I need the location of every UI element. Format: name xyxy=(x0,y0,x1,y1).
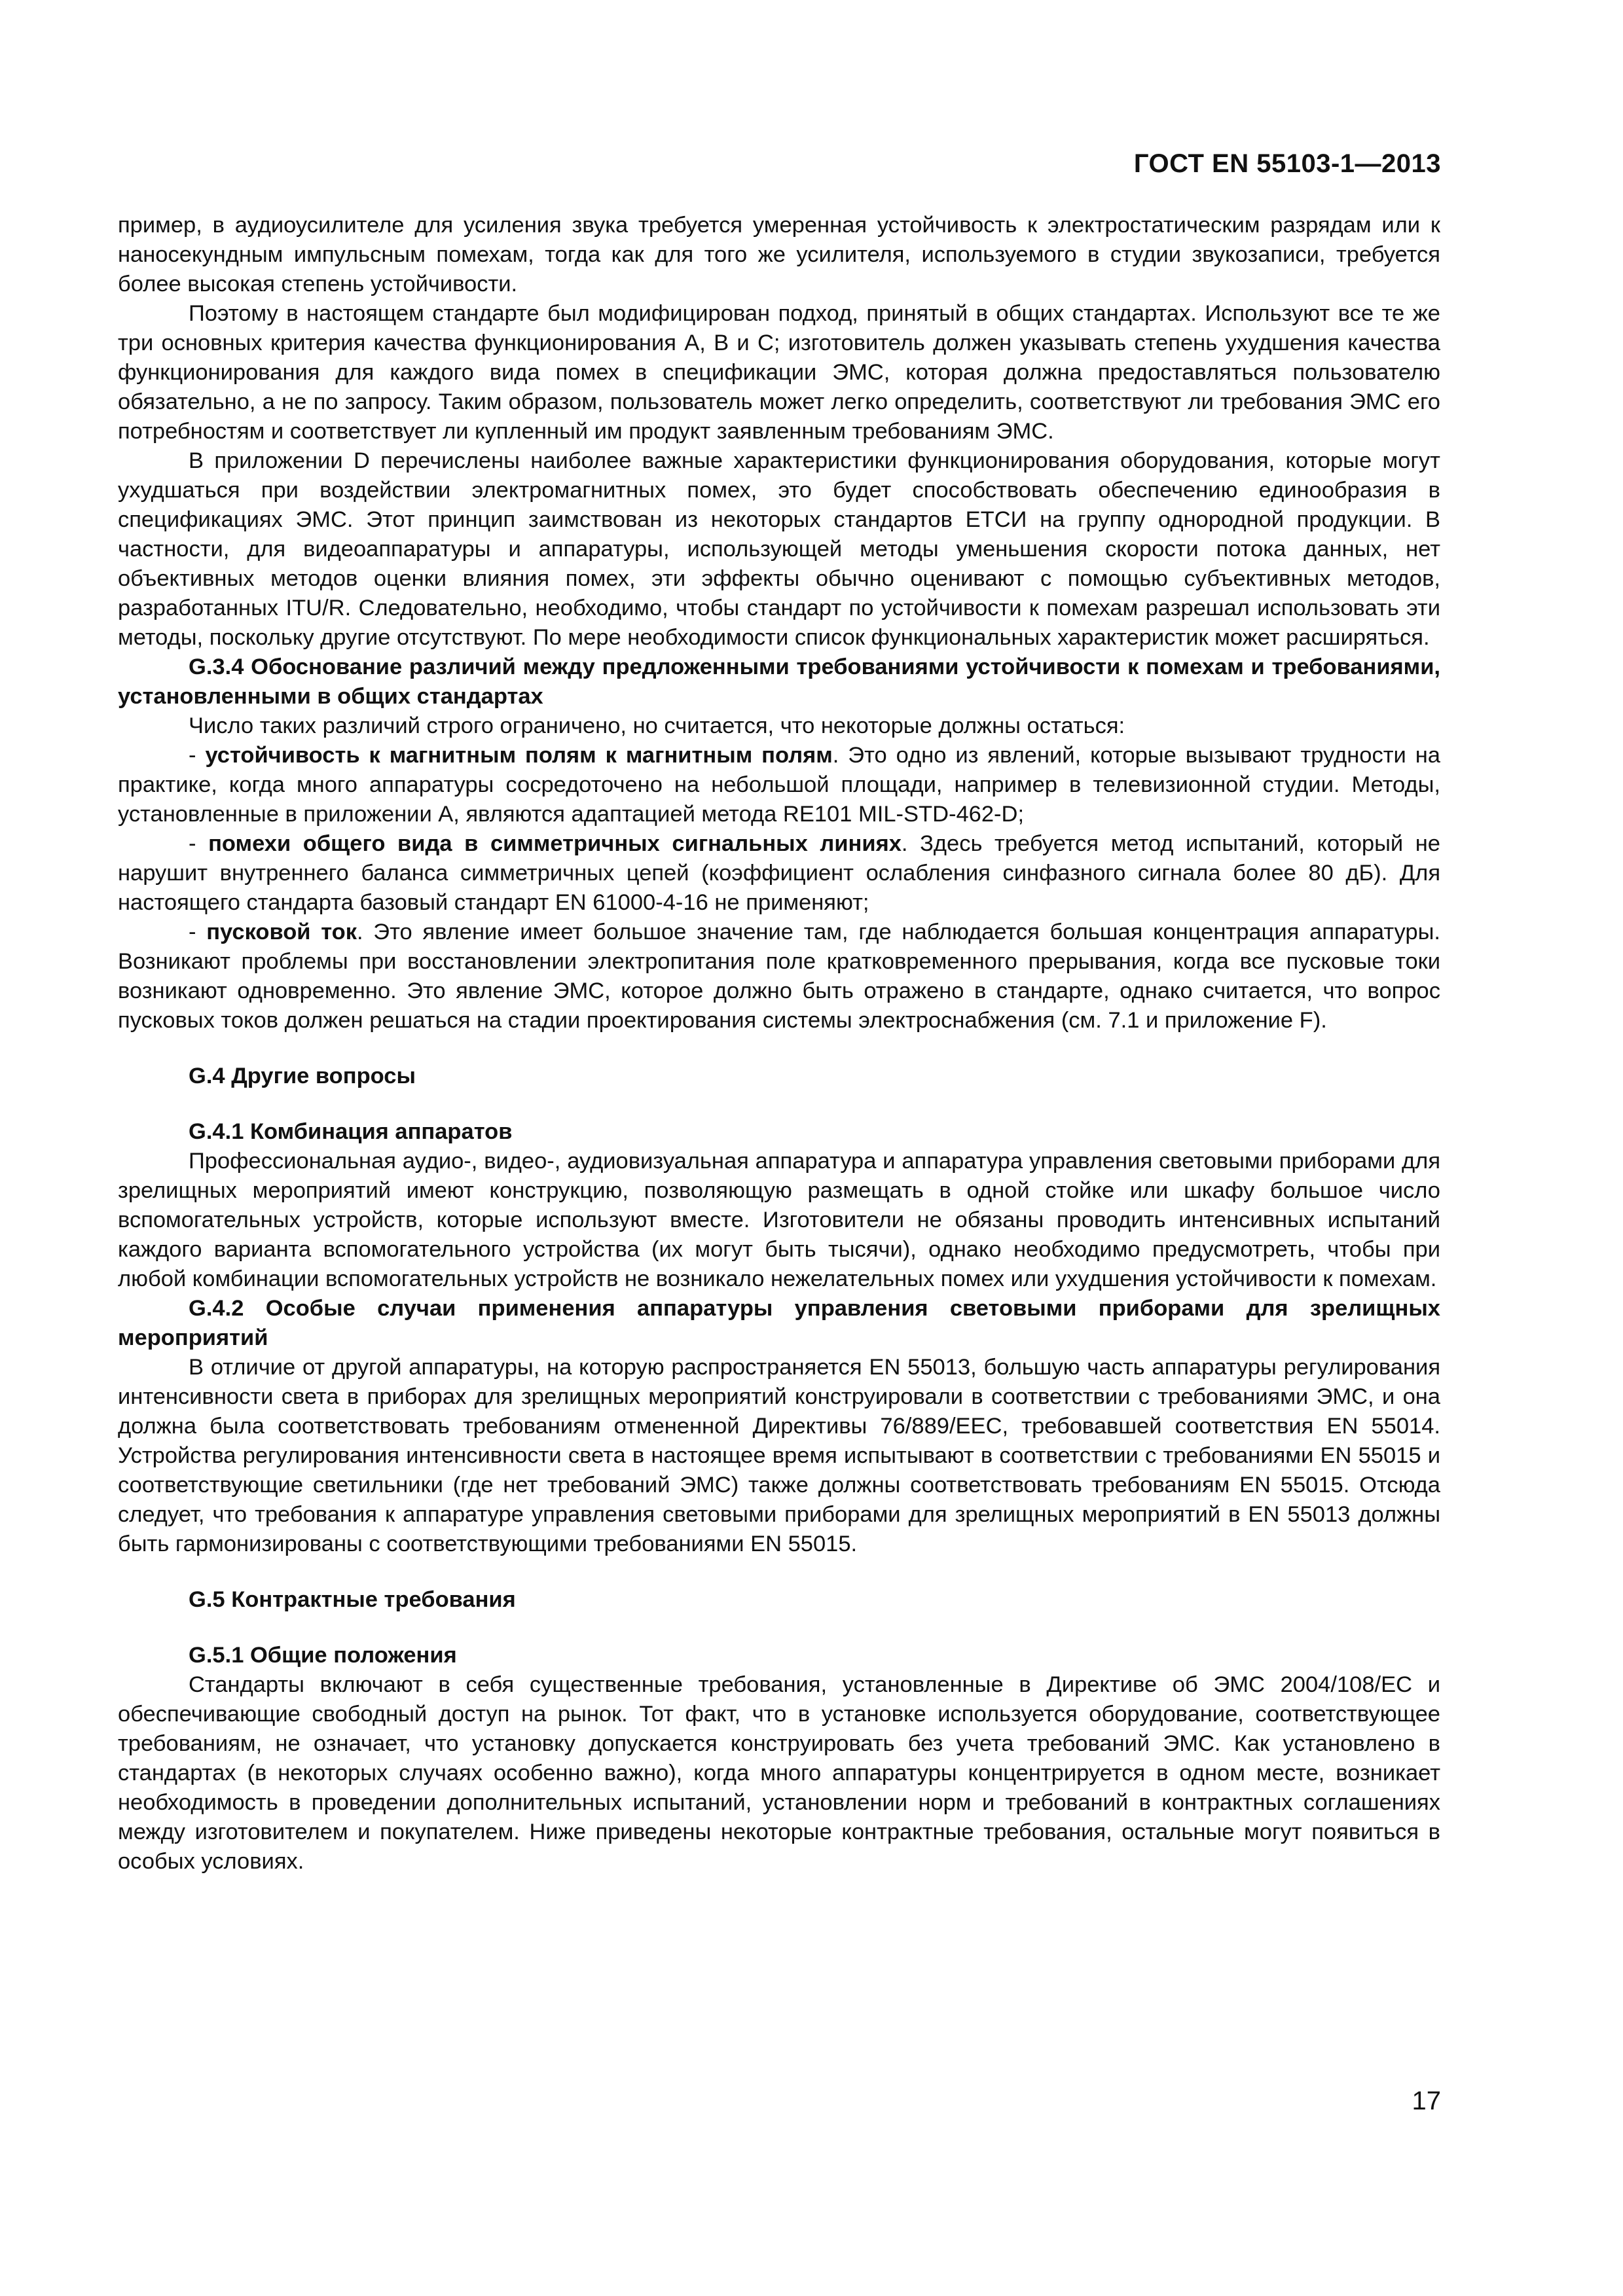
paragraph: Поэтому в настоящем стандарте был модифицирован подход, принятый в общих стандартах. Используют все те же три основных критерия качества функционирования A, B и C; изготовитель должен указывать степень ухудшения качества функционирования для каждого вида помех в спецификации ЭМС, которая должна предоставляться пользователю обязательно, а не по запросу. Таким образом, пользователь может легко определить, соответствуют ли требования ЭМС его потребностям и соответствует ли купленный им продукт заявленным требованиям ЭМС. xyxy=(118,301,1440,444)
list-dash: - xyxy=(189,920,207,944)
section-heading-g34: G.3.4 Обоснование различий между предложенными требованиями устойчивости к помехам и требованиями, установленными в общих стандартах xyxy=(118,655,1440,709)
section-heading-g41: G.4.1 Комбинация аппаратов xyxy=(189,1119,513,1144)
list-item xyxy=(118,918,1440,1035)
section-heading-g51: G.5.1 Общие положения xyxy=(189,1643,457,1668)
list-item xyxy=(118,829,1440,918)
document-header: ГОСТ EN 55103-1—2013 xyxy=(1133,149,1441,178)
paragraph: пример, в аудиоусилителе для усиления звука требуется умеренная устойчивость к электростатическим разрядам или к наносекундным импульсным помехам, тогда как для того же усилителя, используемого в студии звукозаписи, требуется более высокая степень устойчивости. xyxy=(118,213,1440,296)
body-text xyxy=(118,211,1440,1876)
list-dash: - xyxy=(189,743,206,768)
paragraph: Число таких различий строго ограничено, но считается, что некоторые должны остаться: xyxy=(189,713,1125,738)
list-item-term: помехи общего вида в симметричных сигнальных линиях xyxy=(208,831,902,856)
paragraph: Профессиональная аудио-, видео-, аудиовизуальная аппаратура и аппаратура управления световыми приборами для зрелищных мероприятий имеют конструкцию, позволяющую размещать в одной стойке или шкафу большое число вспомогательных устройств, которые используют вместе. Изготовители не обязаны проводить интенсивных испытаний каждого варианта вспомогательного устройства (их могут быть тысячи), однако необходимо предусмотреть, чтобы при любой комбинации вспомогательных устройств не возникало нежелательных помех или ухудшения устойчивости к помехам. xyxy=(118,1149,1440,1291)
section-heading-g42: G.4.2 Особые случаи применения аппаратуры управления световыми приборами для зрелищных мероприятий xyxy=(118,1296,1440,1350)
section-heading-g4: G.4 Другие вопросы xyxy=(189,1064,416,1088)
section-heading-g5: G.5 Контрактные требования xyxy=(189,1587,516,1612)
list-item-term: устойчивость к магнитным полям к магнитным полям xyxy=(205,743,833,768)
paragraph: Стандарты включают в себя существенные требования, установленные в Директиве об ЭМС 2004/108/ЕС и обеспечивающие свободный доступ на рынок. Тот факт, что в установке используется оборудование, соответствующее требованиям, не означает, что установку допускается конструировать без учета требований ЭМС. Как установлено в стандартах (в некоторых случаях особенно важно), когда много аппаратуры концентрируется в одном месте, возникает необходимость в проведении дополнительных испытаний, установлении норм и требований в контрактных соглашениях между изготовителем и покупателем. Ниже приведены некоторые контрактные требования, остальные могут появиться в особых условиях. xyxy=(118,1672,1440,1874)
page-number: 17 xyxy=(1412,2087,1441,2115)
paragraph: В приложении D перечислены наиболее важные характеристики функционирования оборудования, которые могут ухудшаться при воздействии электромагнитных помех, это будет способствовать обеспечению единообразия в спецификациях ЭМС. Этот принцип заимствован из некоторых стандартов ЕТСИ на группу однородной продукции. В частности, для видеоаппаратуры и аппаратуры, использующей методы уменьшения скорости потока данных, нет объективных методов оценки влияния помех, эти эффекты обычно оценивают с помощью субъективных методов, разработанных ITU/R. Следовательно, необходимо, чтобы стандарт по устойчивости к помехам разрешал использовать эти методы, поскольку другие отсутствуют. По мере необходимости список функциональных характеристик может расширяться. xyxy=(118,448,1440,650)
list-item xyxy=(118,741,1440,829)
paragraph: В отличие от другой аппаратуры, на которую распространяется EN 55013, большую часть аппаратуры регулирования интенсивности света в приборах для зрелищных мероприятий конструировали в соответствии с требованиями ЭМС, и она должна была соответствовать требованиям отмененной Директивы 76/889/EEC, требовавшей соответствия EN 55014. Устройства регулирования интенсивности света в настоящее время испытывают в соответствии с требованиями EN 55015 и соответствующие светильники (где нет требований ЭМС) также должны соответствовать требованиям EN 55015. Отсюда следует, что требования к аппаратуре управления световыми приборами для зрелищных мероприятий в EN 55013 должны быть гармонизированы с соответствующими требованиями EN 55015. xyxy=(118,1355,1440,1556)
list-item-text: . Это явление имеет большое значение там, где наблюдается большая концентрация аппаратуры. Возникают проблемы при восстановлении электропитания поле кратковременного прерывания, когда все пусковые токи возникают одновременно. Это явление ЭМС, которое должно быть отражено в стандарте, однако считается, что вопрос пусковых токов должен решаться на стадии проектирования системы электроснабжения (см. 7.1 и приложение F). xyxy=(118,920,1440,1033)
list-dash: - xyxy=(189,831,209,856)
list-item-term: пусковой ток xyxy=(206,920,357,944)
list-item-text: . Это одно из явлений, которые вызывают трудности на практике, когда много аппаратуры сосредоточено на небольшой площади, например в телевизионной студии. Методы, установленные в приложении А, являются адаптацией метода RE101 MIL-STD-462-D; xyxy=(118,743,1440,827)
list-item-text: . Здесь требуется метод испытаний, который не нарушит внутреннего баланса симметричных цепей (коэффициент ослабления синфазного сигнала более 80 дБ). Для настоящего стандарта базовый стандарт EN 61000-4-16 не применяют; xyxy=(118,831,1440,915)
